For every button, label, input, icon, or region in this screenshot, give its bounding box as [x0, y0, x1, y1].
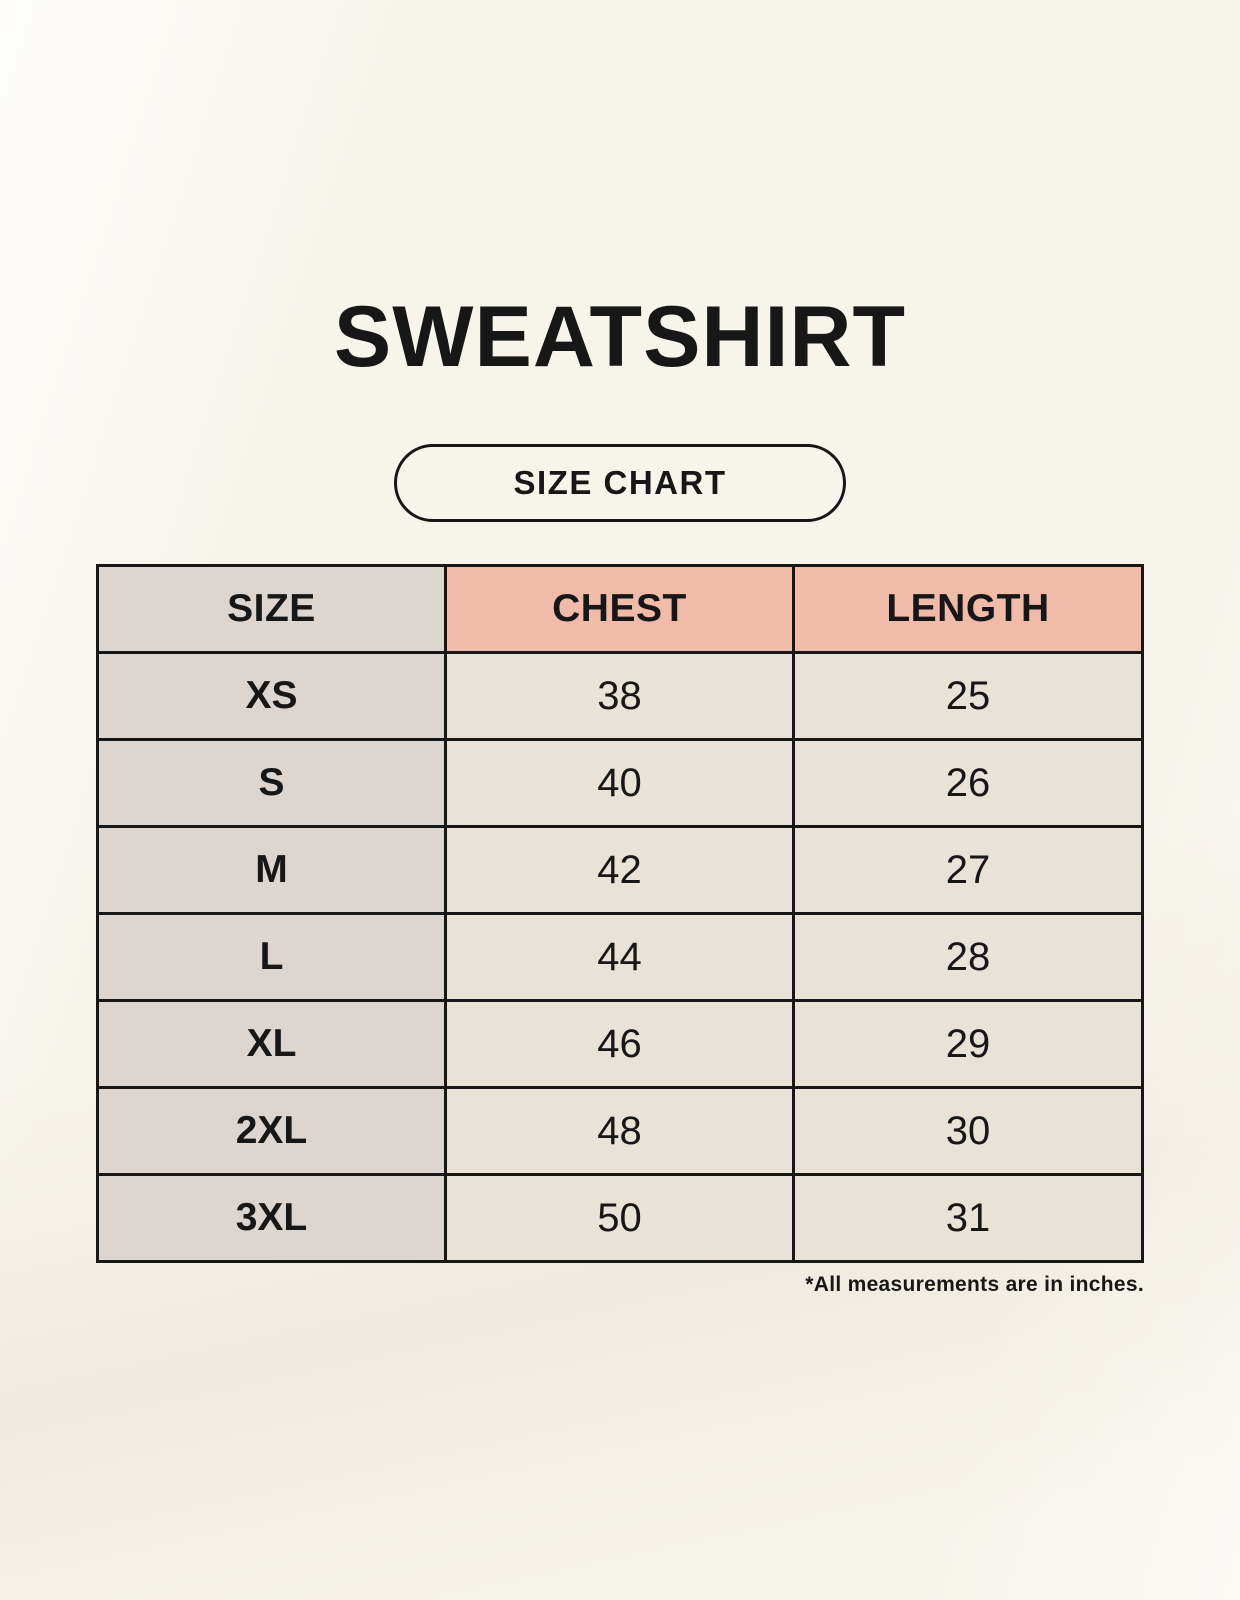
length-value-cell: 31: [793, 1175, 1142, 1262]
size-label-cell: L: [98, 914, 446, 1001]
table-row-xl: [98, 1001, 1143, 1088]
table-row-xs: [98, 653, 1143, 740]
column-header-chest: CHEST: [445, 566, 793, 653]
chest-value-cell: 46: [445, 1001, 793, 1088]
chest-value-cell: 50: [445, 1175, 793, 1262]
length-value-cell: 29: [793, 1001, 1142, 1088]
size-label-cell: 3XL: [98, 1175, 446, 1262]
length-value-cell: 30: [793, 1088, 1142, 1175]
table-row-3xl: [98, 1175, 1143, 1262]
column-header-size: SIZE: [98, 566, 446, 653]
size-chart-badge: [394, 444, 846, 522]
size-label-cell: XL: [98, 1001, 446, 1088]
length-value-cell: 27: [793, 827, 1142, 914]
size-label-cell: XS: [98, 653, 446, 740]
length-value-cell: 25: [793, 653, 1142, 740]
size-label-cell: S: [98, 740, 446, 827]
measurements-note: *All measurements are in inches.: [805, 1273, 1144, 1296]
page-title: SWEATSHIRT: [333, 289, 907, 385]
chest-value-cell: 44: [445, 914, 793, 1001]
length-value-cell: 28: [793, 914, 1142, 1001]
size-label-cell: M: [98, 827, 446, 914]
length-value-cell: 26: [793, 740, 1142, 827]
table-row-m: [98, 827, 1143, 914]
chest-value-cell: 42: [445, 827, 793, 914]
table-row-l: [98, 914, 1143, 1001]
chest-value-cell: 38: [445, 653, 793, 740]
table-row-2xl: [98, 1088, 1143, 1175]
table-header-row: [98, 566, 1143, 653]
size-chart-badge-label: SIZE CHART: [513, 464, 727, 501]
chest-value-cell: 40: [445, 740, 793, 827]
column-header-length: LENGTH: [793, 566, 1142, 653]
size-label-cell: 2XL: [98, 1088, 446, 1175]
size-table: [96, 564, 1144, 1263]
table-row-s: [98, 740, 1143, 827]
chest-value-cell: 48: [445, 1088, 793, 1175]
